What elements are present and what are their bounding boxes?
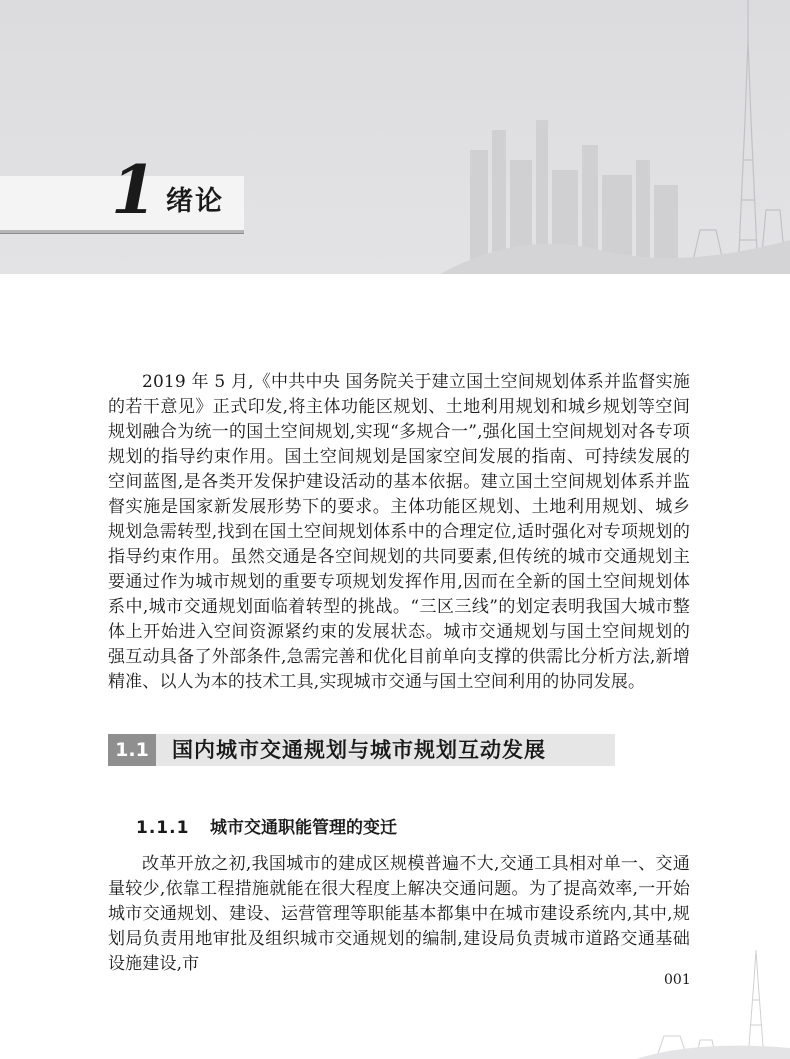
subsection-title: 城市交通职能管理的变迁 [210, 818, 397, 838]
chapter-title: 绪论 [166, 186, 224, 217]
subsection-number: 1.1.1 [136, 818, 190, 838]
section-number: 1.1 [108, 734, 156, 766]
chapter-number: 1 [111, 151, 157, 229]
page-number: 001 [664, 972, 691, 988]
intro-paragraph: 2019 年 5 月,《中共中央 国务院关于建立国土空间规划体系并监督实施的若干意见》正式印发,将主体功能区规划、土地利用规划和城乡规划等空间规划融合为统一的国土空间规划,实现“多规合一”,强化国土空间规划对各专项规划的指导约束作用。国土空间规划是国家空间发展的指南、可持续发展的空间蓝图,是各类开发保护建设活动的基本依据。建立国土空间规划体系并监督实施是国家新发展形势下的要求。主体功能区规划、土地利用规划、城乡规划急需转型,找到在国土空间规划体系中的合理定位,适时强化对专项规划的指导约束作用。虽然交通是各空间规划的共同要素,但传统的城市交通规划主要通过作为城市规划的重要专项规划发挥作用,因而在全新的国土空间规划体系中,城市交通规划面临着转型的挑战。“三区三线”的划定表明我国大城市整体上开始进入空间资源紧约束的发展状态。城市交通规划与国土空间规划的强互动具备了外部条件,急需完善和优化目前单向支撑的供需比分析方法,新增精准、以人为本的技术工具,实现城市交通与国土空间利用的协同发展。 [108, 372, 690, 692]
corner-tower-illustration [636, 940, 790, 1059]
section-paragraph: 改革开放之初,我国城市的建成区规模普遍不大,交通工具相对单一、交通量较少,依靠工程措施就能在很大程度上解决交通问题。为了提高效率,一开始城市交通规划、建设、运营管理等职能基本都集中在城市建设系统内,其中,规划局负责用地审批及组织城市交通规划的编制,建设局负责城市道路交通基础设施建设,市 [108, 854, 690, 974]
section-title: 国内城市交通规划与城市规划互动发展 [172, 738, 546, 762]
